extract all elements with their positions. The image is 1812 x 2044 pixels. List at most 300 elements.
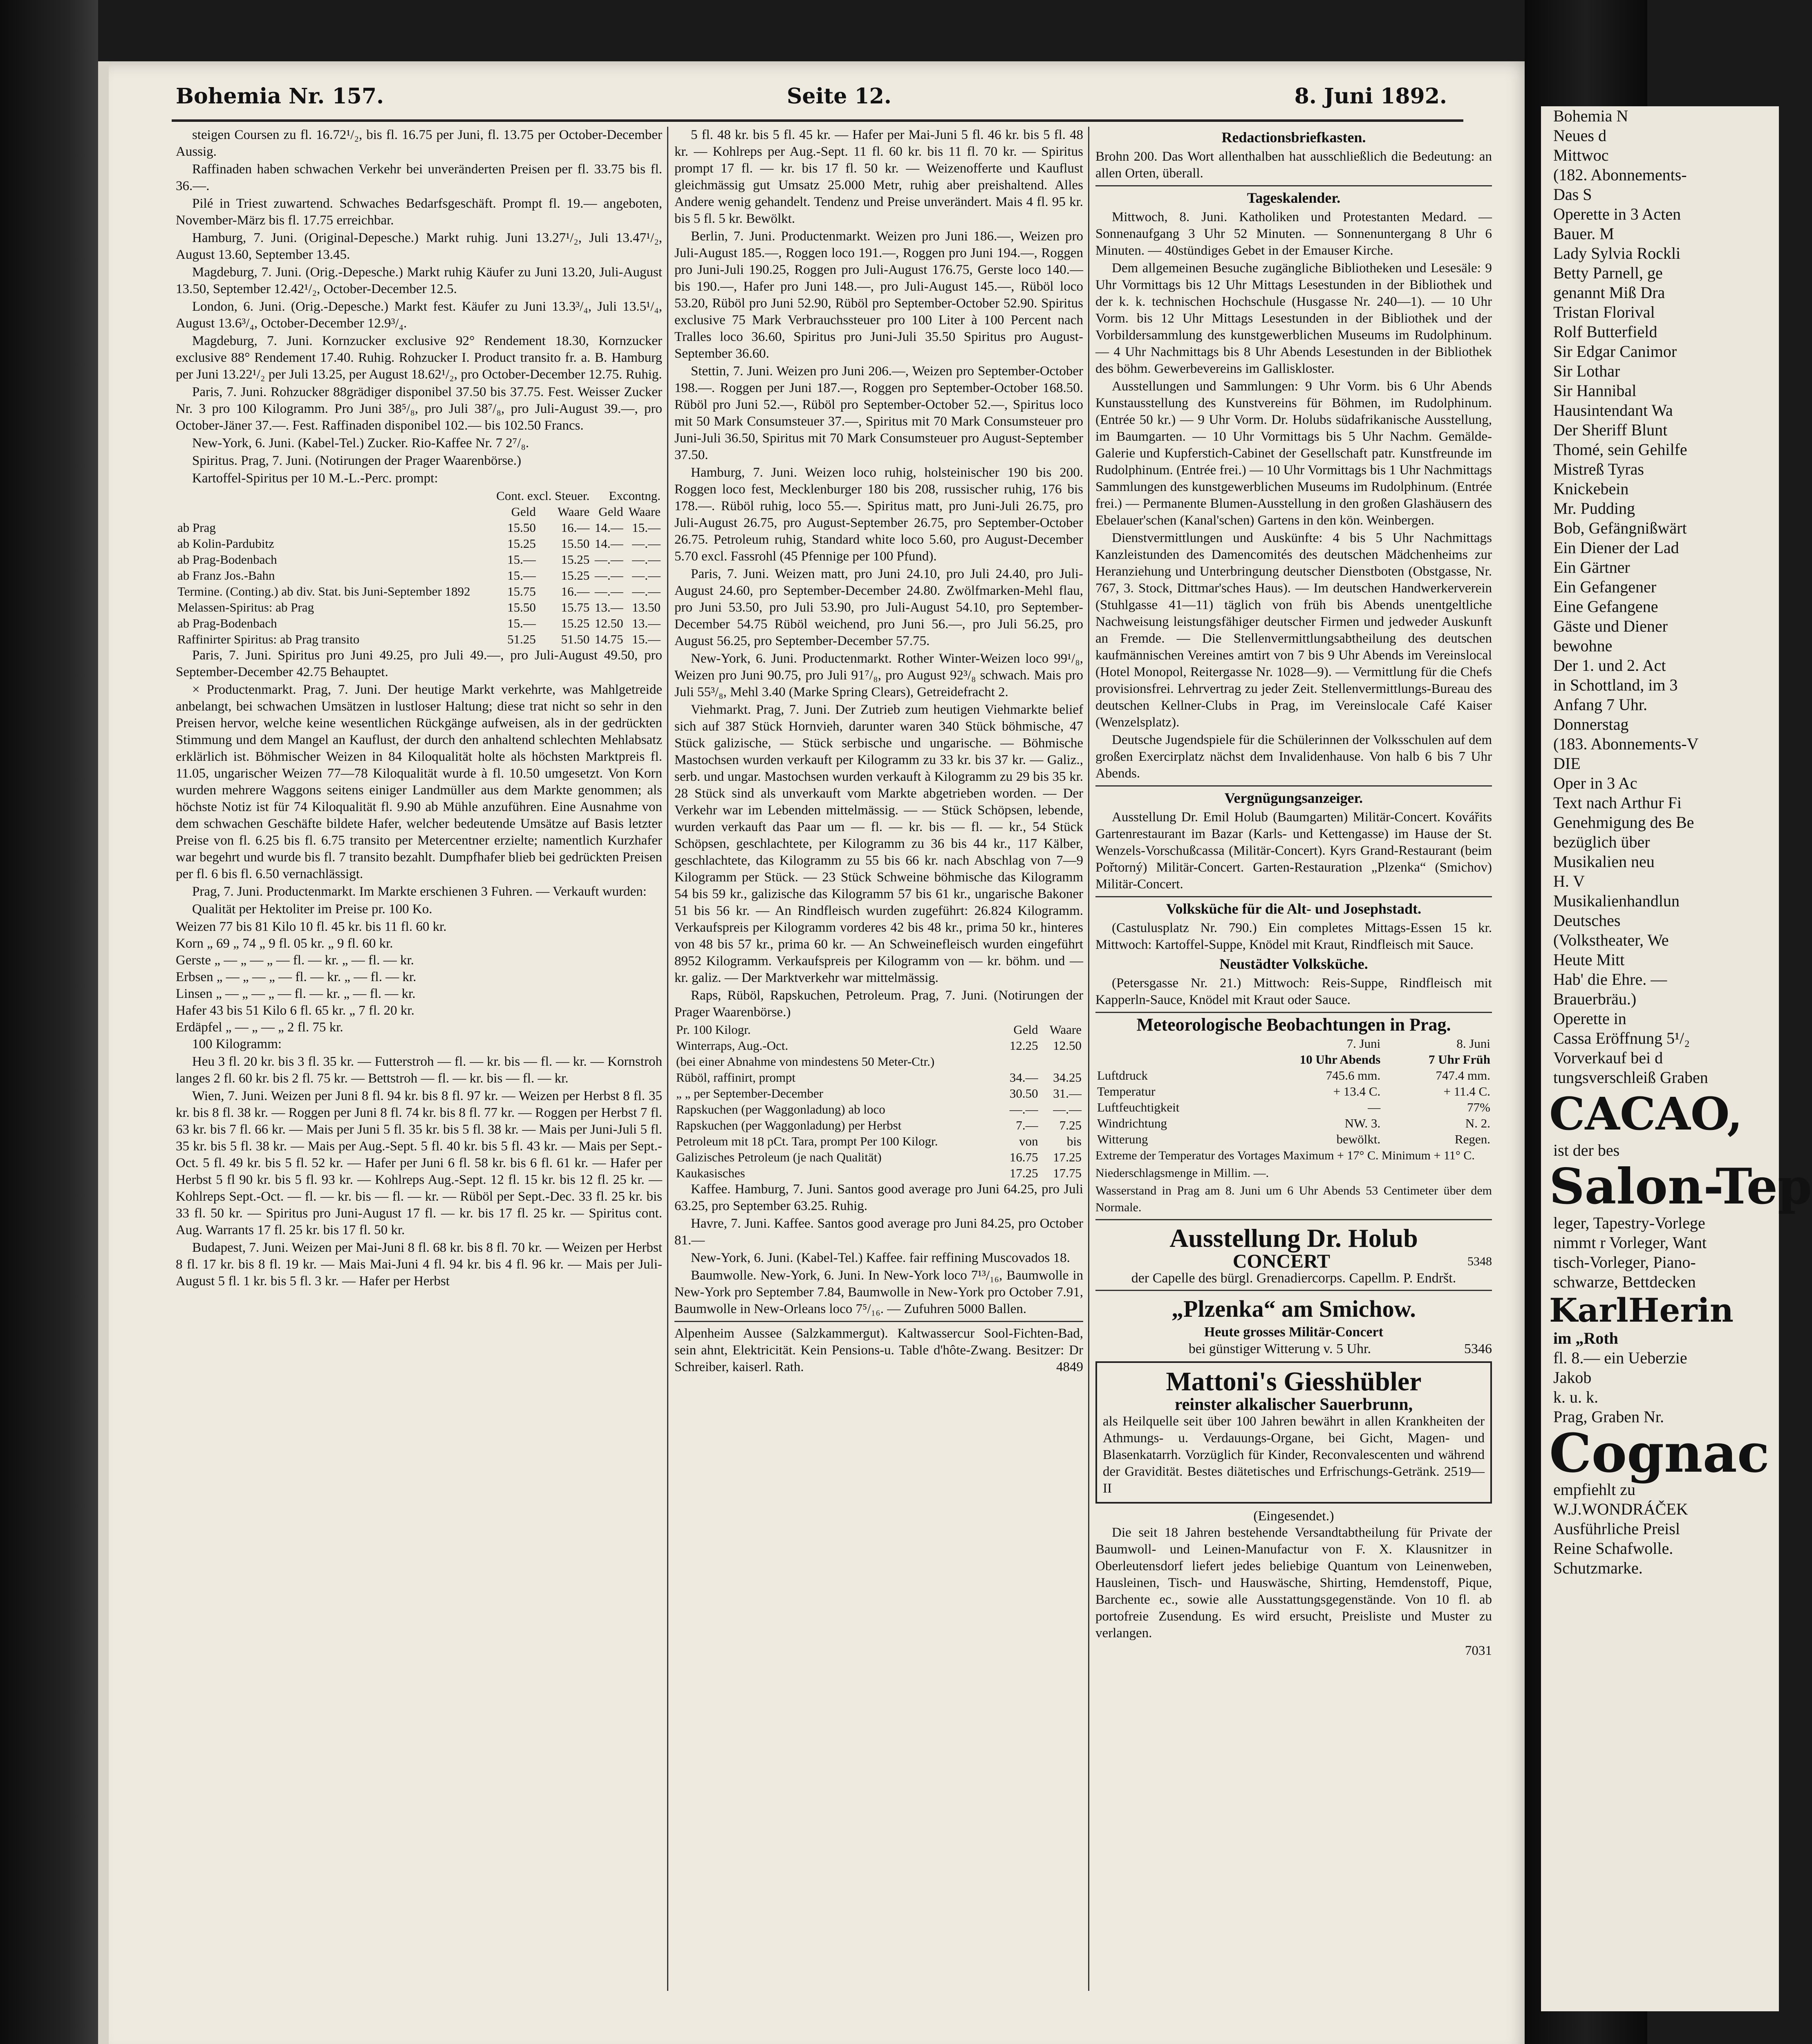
- mattoni-ad-title: Mattoni's Giesshübler: [1166, 1367, 1422, 1396]
- holub-ad-text: der Capelle des bürgl. Grenadiercorps. Capellm. P. Endršt.: [1131, 1271, 1456, 1286]
- karl-herin-ad-title: KarlHerin: [1549, 1291, 1734, 1329]
- spirit-row: [176, 567, 662, 583]
- raps-row: [674, 1053, 1083, 1069]
- met-date-2: 8. Juni: [1456, 1036, 1490, 1051]
- next-page-line: W.J.WONDRÁČEK: [1553, 1500, 1688, 1518]
- next-page-line: Tristan Florival: [1553, 303, 1655, 321]
- market-reports-sugar: [176, 127, 662, 487]
- spirit-subheader-cell: Geld: [511, 504, 536, 519]
- next-page-line: (Volkstheater, We: [1553, 931, 1669, 949]
- vergnuegung-text: Ausstellung Dr. Emil Holub (Baumgarten) Militär-Concert. Kovářits Gartenrestaurant im Bazar (Karls- und Kettengasse) im Hause der St. Wenzels-Vorschußcassa (Militär-Concert). Kyrs Grand-Restaurant (beim Pořtorný) Militär-Concert. Garten-Restauration „Plzenka“ (Smichov) Militär-Concert.: [1095, 810, 1492, 892]
- grain-row: Erbsen „ — „ — „ — fl. — kr. „ — fl. — kr.: [176, 970, 417, 984]
- divider: [1095, 1290, 1492, 1291]
- header-rule: [172, 119, 1463, 122]
- next-page-line: leger, Tapestry-Vorlege: [1553, 1214, 1705, 1232]
- cacao-ad-title: CACAO,: [1549, 1087, 1743, 1140]
- raps-row-cell: Galizisches Petroleum (je nach Qualität): [676, 1150, 882, 1164]
- raps-row-cell: 34.25: [1053, 1070, 1082, 1085]
- raps-row-cell: 7.25: [1059, 1118, 1082, 1132]
- grain-row: Weizen 77 bis 81 Kilo 10 fl. 45 kr. bis 11 fl. 60 kr.: [176, 919, 447, 934]
- next-page-line: Das S: [1553, 185, 1592, 204]
- divider: [1095, 1012, 1492, 1013]
- raps-row-cell: —.—: [1009, 1102, 1038, 1116]
- eingesendet-number: 7031: [1465, 1643, 1492, 1658]
- met-row-cell: Windrichtung: [1097, 1116, 1167, 1130]
- plzenka-ad-title: „Plzenka“ am Smichow.: [1171, 1295, 1416, 1322]
- raps-row-cell: Rapskuchen (per Waggonladung) ab loco: [676, 1102, 885, 1116]
- next-page-line: Deutsches: [1553, 911, 1621, 930]
- raps-row-cell: Rapskuchen (per Waggonladung) per Herbst: [676, 1118, 902, 1132]
- met-row-cell: + 13.4 C.: [1333, 1084, 1381, 1098]
- raps-row-cell: Rüböl, raffinirt, prompt: [676, 1070, 796, 1085]
- market-paragraph: Kaffee. Hamburg, 7. Juni. Santos good average pro Juni 64.25, pro Juli 63.25, pro September 63.25. Ruhig.: [674, 1182, 1083, 1213]
- spirit-row-cell: Raffinirter Spiritus: ab Prag transito: [177, 632, 360, 646]
- raps-row-cell: 17.25: [1009, 1166, 1038, 1180]
- market-paragraph: Spiritus. Prag, 7. Juni. (Notirungen der Prager Waarenbörse.): [192, 453, 522, 468]
- divider: [1095, 1219, 1492, 1220]
- spirit-row-cell: 15.—: [507, 568, 536, 583]
- spirit-row-cell: 16.—: [561, 584, 590, 598]
- next-page-line: Genehmigung des Be: [1553, 813, 1694, 831]
- market-paragraph: Paris, 7. Juni. Rohzucker 88grädiger disponibel 37.50 bis 37.75. Fest. Weisser Zucker Nr. 3 pro 100 Kilogramm. Pro Juni 38⁵/₈, pro Juli 38⁷/₈, pro Juli-August 39.—, pro October-Jäner 37.—. Fest. Raffinaden disponibel 102.— bis 102.50 Francs.: [176, 385, 662, 433]
- spirit-row-cell: —.—: [632, 584, 661, 598]
- divider: [1095, 785, 1492, 787]
- next-page-line: Mittwoc: [1553, 146, 1609, 164]
- spirit-row-cell: ab Kolin-Pardubitz: [177, 536, 274, 551]
- met-row-cell: NW. 3.: [1344, 1116, 1381, 1130]
- raps-row: [674, 1149, 1083, 1165]
- spirit-col-blank: [176, 488, 489, 504]
- market-paragraph: Budapest, 7. Juni. Weizen per Mai-Juni 8 fl. 68 kr. bis 8 fl. 70 kr. — Weizen per Herbst 8 fl. 17 kr. bis 8 fl. 19 kr. — Mais Mai-Juni 4 fl. 94 kr. bis 4 fl. 96 kr. — Mais per Juli-August 5 fl. 1 kr. bis 5 fl. 3 kr. — Hafer per Herbst: [176, 1240, 662, 1289]
- mattoni-ad: [1095, 1361, 1492, 1504]
- market-paragraph: steigen Coursen zu fl. 16.72¹/₂, bis fl. 16.75 per Juni, fl. 13.75 per October-December Aussig.: [176, 128, 662, 159]
- raps-row-cell: —.—: [1053, 1102, 1082, 1116]
- column-markets-2: [674, 127, 1083, 1991]
- met-row: [1095, 1131, 1492, 1147]
- met-row: [1095, 1115, 1492, 1131]
- met-corner: [1095, 1035, 1240, 1051]
- next-page-line: Der Sheriff Blunt: [1553, 421, 1668, 439]
- raps-row-cell: Petroleum mit 18 pCt. Tara, prompt Per 100 Kilogr.: [676, 1134, 938, 1148]
- spirit-row-cell: ab Prag: [177, 520, 216, 535]
- theatre-programme: [1541, 106, 1779, 1087]
- raps-row: [674, 1101, 1083, 1117]
- next-page-line: Thomé, sein Gehilfe: [1553, 440, 1687, 459]
- met-row-cell: Luftfeuchtigkeit: [1097, 1100, 1180, 1114]
- next-page-line: Betty Parnell, ge: [1553, 264, 1663, 282]
- plzenka-ad-number: 5346: [1464, 1341, 1492, 1356]
- next-page-line: Jakob: [1553, 1368, 1592, 1387]
- raps-row-cell: von: [1019, 1134, 1038, 1148]
- alpenheim-ad-number: 4849: [1056, 1360, 1083, 1374]
- next-page-line: Mistreß Tyras: [1553, 460, 1644, 478]
- redaktion-heading: Redactionsbriefkasten.: [1221, 129, 1366, 146]
- next-page-line: Bohemia N: [1553, 107, 1628, 125]
- salon-teppich-ad-title: Salon-Tep: [1549, 1158, 1812, 1215]
- next-page-line: Ein Gefangener: [1553, 578, 1657, 596]
- spirit-row-cell: 15.50: [507, 600, 536, 614]
- raps-row-cell: 7.—: [1016, 1118, 1038, 1132]
- next-page-line: nimmt r Vorleger, Want: [1553, 1233, 1707, 1252]
- raps-row-cell: 17.25: [1053, 1150, 1082, 1164]
- next-page-line: Ausführliche Preisl: [1553, 1520, 1680, 1538]
- spirit-row-cell: 15.—: [507, 616, 536, 630]
- market-paragraph: Stettin, 7. Juni. Weizen pro Juni 206.—, Weizen pro September-October 198.—. Roggen per Juni 187.—, Roggen pro September-October 168.50. Rüböl pro Juni 52.—, Rüböl pro September-October 52.—, Spiritus loco mit 50 Mark Consumsteuer 37.—, Spiritus mit 70 Mark Consumsteuer pro Juni-Juli 36.50, Spiritus mit 70 Mark Consumsteuer pro August-September 37.50.: [674, 364, 1083, 462]
- met-time-1: 10 Uhr Abends: [1299, 1052, 1381, 1067]
- next-page-line: (183. Abonnements-V: [1553, 735, 1699, 753]
- next-page-fragment: [1541, 106, 1812, 2011]
- next-page-line: (182. Abonnements-: [1553, 166, 1687, 184]
- spiritus-price-table: [176, 488, 662, 647]
- market-paragraph: Hamburg, 7. Juni. Weizen loco ruhig, holsteinischer 190 bis 200. Roggen loco fest, Mecklenburger 180 bis 208, russischer ruhig, 176 bis 178.—. Rüböl ruhig, loco 55.—. Spiritus matt, pro Juni-Juli 26.75, pro Juli-August 26.75, pro August-September 26.75, pro September-October 26.75. Petroleum ruhig, Standard white loco 5.60, pro August-December 5.70 excl. Fassrohl (45 Pfennige per 100 Pfund).: [674, 465, 1083, 564]
- raps-row: [674, 1038, 1083, 1053]
- market-paragraph: Hamburg, 7. Juni. (Original-Depesche.) Markt ruhig. Juni 13.27¹/₂, Juli 13.47¹/₂, August 13.60, September 13.45.: [176, 231, 662, 262]
- next-page-line: Donnerstag: [1553, 715, 1629, 733]
- met-row-cell: Witterung: [1097, 1132, 1148, 1146]
- column-divider-2: [1088, 127, 1089, 1991]
- spirit-row-cell: 15.75: [507, 584, 536, 598]
- next-page-line: Anfang 7 Uhr.: [1553, 695, 1647, 714]
- raps-row-cell: bis: [1066, 1134, 1082, 1148]
- spirit-row-cell: —.—: [632, 552, 661, 567]
- spirit-row-cell: 15.—: [632, 632, 661, 646]
- calendar-paragraph: Deutsche Jugendspiele für die Schülerinnen der Volksschulen auf dem großen Exercirplatz nächst dem Invalidenhause. Von halb 6 bis 7 Uhr Abends.: [1095, 733, 1492, 781]
- eingesendet-text: Die seit 18 Jahren bestehende Versandtabtheilung für Private der Baumwoll- und Leinen-Manufactur von F. X. Klausnitzer in Oberleutensdorf liefert jedes beliebige Quantum von Leinenweben, Hausleinen, Tisch- und Hauswäsche, Shirting, Hemdenstoff, Pique, Barchente ec., sowie alle Ausstattungsgegenstände. Von 10 fl. ab portofreie Zusendung. Es wird ersucht, Preisliste und Muster zu verlangen.: [1095, 1525, 1492, 1641]
- page-header: [176, 78, 1447, 114]
- next-page-line: Ein Gärtner: [1553, 558, 1630, 576]
- holub-ad-concert: CONCERT: [1232, 1251, 1330, 1272]
- raps-row-cell: „ „ per September-December: [676, 1086, 823, 1100]
- market-paragraph: New-York, 6. Juni. (Kabel-Tel.) Kaffee. fair reffining Muscovados 18.: [691, 1251, 1070, 1265]
- raps-row-cell: [1001, 1053, 1040, 1069]
- market-paragraph: Qualität per Hektoliter im Preise pr. 100 Ko.: [192, 902, 432, 917]
- spirit-row: [176, 551, 662, 567]
- next-page-line: Bob, Gefängnißwärt: [1553, 519, 1687, 537]
- market-paragraph: Paris, 7. Juni. Spiritus pro Juni 49.25, pro Juli 49.—, pro Juli-August 49.50, pro September-December 42.75 Behauptet.: [176, 648, 662, 679]
- spirit-row-cell: —.—: [594, 568, 623, 583]
- market-paragraph: Kartoffel-Spiritus per 10 M.-L.-Perc. prompt:: [192, 471, 438, 486]
- spirit-row: [176, 520, 662, 536]
- market-paragraph: 5 fl. 48 kr. bis 5 fl. 45 kr. — Hafer per Mai-Juni 5 fl. 46 kr. bis 5 fl. 48 kr. — Kohlreps per Aug.-Sept. 11 fl. 60 kr. bis 11 fl. 70 kr. — Spiritus prompt 17 fl. — kr. bis 17 fl. 50 kr. — Weizenofferte und Kauflust gleichmässig gut Umsatz 25.000 Metr, ruhig aber preishaltend. Alles Andere wenig gehandelt. Tendenz und Preise unverändert. Mais 4 fl. 95 kr. bis 5 fl. 5 kr. Bewölkt.: [674, 128, 1083, 226]
- raps-row-cell: Kaukasisches: [676, 1166, 745, 1180]
- tageskalender-text: [1095, 209, 1492, 782]
- market-paragraph: Magdeburg, 7. Juni. (Orig.-Depesche.) Markt ruhig Käufer zu Juni 13.20, Juli-August 13.50, September 12.42¹/₂, October-December 12.5.: [176, 265, 662, 296]
- meteorology-heading: Meteorologische Beobachtungen in Prag.: [1136, 1015, 1451, 1035]
- market-paragraph: Havre, 7. Juni. Kaffee. Santos good average pro Juni 84.25, pro October 81.—: [674, 1216, 1083, 1248]
- next-page-line: Hausintendant Wa: [1553, 401, 1673, 419]
- raps-row-cell: [1040, 1053, 1083, 1069]
- spirit-row: [176, 615, 662, 631]
- karl-herin-ad-line: im „Roth: [1553, 1329, 1618, 1347]
- spirit-row-cell: —.—: [632, 568, 661, 583]
- met-row: [1095, 1083, 1492, 1099]
- spirit-row-cell: 13.—: [632, 616, 661, 630]
- spirit-row: [176, 599, 662, 615]
- volkskueche-alt-heading: Volksküche für die Alt- und Josephstadt.: [1166, 901, 1422, 917]
- met-row: [1095, 1067, 1492, 1083]
- spirit-row: [176, 631, 662, 647]
- header-paper-title: Bohemia Nr. 157.: [176, 83, 384, 109]
- plzenka-ad-line: [1095, 1340, 1492, 1357]
- holub-ad-title: Ausstellung Dr. Holub: [1169, 1224, 1418, 1253]
- grain-price-list: [176, 919, 662, 1036]
- market-paragraph: Baumwolle. New-York, 6. Juni. In New-York loco 7¹³/₁₆, Baumwolle in New-York pro September 7.84, Baumwolle in New-York pro October 7.91, Baumwolle in New-Orleans loco 7⁵/₁₆. — Zufuhren 5000 Ballen.: [674, 1268, 1083, 1316]
- cacao-ad-line: ist der bes: [1553, 1141, 1620, 1159]
- next-page-line: Sir Edgar Canimor: [1553, 342, 1677, 361]
- raps-row: [674, 1069, 1083, 1085]
- spirit-row-cell: Melassen-Spiritus: ab Prag: [177, 600, 314, 614]
- raps-row-cell: 12.50: [1053, 1038, 1082, 1053]
- meteorology-table: [1095, 1035, 1492, 1147]
- market-paragraph: Pilé in Triest zuwartend. Schwaches Bedarfsgeschäft. Prompt fl. 19.— angeboten, November-März bis fl. 17.75 erreichbar.: [176, 196, 662, 228]
- market-paragraph: Paris, 7. Juni. Weizen matt, pro Juni 24.10, pro Juli 24.40, pro Juli-August 24.60, pro September-December 24.80. Zwölfmarken-Mehl flau, pro Juni 53.50, pro Juli 53.90, pro Juli-August 54.10, pro September-December 54.75 Rüböl weichend, pro Juni 56.—, pro Juli 56.25, pro August 56.25, pro September-December 57.75.: [674, 567, 1083, 648]
- raps-row-cell: Winterraps, Aug.-Oct.: [676, 1038, 788, 1053]
- spirit-row-cell: 14.—: [594, 536, 623, 551]
- spirit-row-cell: 15.25: [561, 616, 590, 630]
- spirit-subheader-cell: [176, 504, 489, 520]
- vergnuegung-heading: Vergnügungsanzeiger.: [1224, 790, 1363, 806]
- next-page-line: Sir Lothar: [1553, 362, 1620, 380]
- next-page-line: Operette in: [1553, 1009, 1626, 1028]
- spirit-subheader-cell: Geld: [598, 504, 623, 519]
- mattoni-ad-subtitle: reinster alkalischer Sauerbrunn,: [1174, 1395, 1413, 1414]
- header-page-number: Seite 12.: [786, 83, 891, 109]
- raps-price-table: [674, 1022, 1083, 1181]
- market-paragraph: London, 6. Juni. (Orig.-Depesche.) Markt fest. Käufer zu Juni 13.3³/₄, Juli 13.5¹/₄, August 13.6³/₄, October-December 12.9³/₄.: [176, 299, 662, 331]
- divider: [1095, 185, 1492, 186]
- market-paragraph: 100 Kilogramm:: [192, 1037, 282, 1051]
- next-page-line: H. V: [1553, 872, 1585, 890]
- next-page-line: Operette in 3 Acten: [1553, 205, 1681, 223]
- next-page-line: Reine Schafwolle.: [1553, 1539, 1673, 1558]
- next-page-line: Text nach Arthur Fi: [1553, 793, 1682, 812]
- met-row-cell: 745.6 mm.: [1326, 1068, 1381, 1083]
- alpenheim-ad-text: Alpenheim Aussee (Salzkammergut). Kaltwassercur Sool-Fichten-Bad, sein ahnt, Elektricität. Kein Pensions-u. Table d'hôte-Zwang. Besitzer: Dr Schreiber, kaiserl. Rath.: [674, 1326, 1083, 1374]
- spirit-subheader-cell: Waare: [557, 504, 590, 519]
- raps-row-cell: 16.75: [1009, 1150, 1038, 1164]
- grain-row: Hafer 43 bis 51 Kilo 6 fl. 65 kr. „ 7 fl. 20 kr.: [176, 1003, 414, 1018]
- divider: [674, 1321, 1083, 1322]
- spirit-row-cell: 13.—: [594, 600, 623, 614]
- next-page-line: k. u. k.: [1553, 1388, 1598, 1406]
- holub-concert-ad: [1095, 1224, 1492, 1286]
- market-paragraph: × Productenmarkt. Prag, 7. Juni. Der heutige Markt verkehrte, was Mahlgetreide anbelangt, bei schwachen Umsätzen in lustloser Haltung; diese trat nicht so sehr in den Preisen hervor, welche keine wesentlichen Rückgänge aufweisen, als in der gedrückten Stimmung und dem Mangel an Kauflust, der durch den anhaltend schlechten Mehlabsatz erklärlich ist. Böhmischer Weizen in 84 Kiloqualität holte als höchsten Marktpreis fl. 11.05, ungarischer Weizen 77—78 Kiloqualität wurde à fl. 10.50 umgesetzt. Von Korn wurden mehrere Waggons seitens einiger Landmüller aus dem Markte genommen; als höchste Notiz ist für 74 Kiloqualität fl. 9.90 ab Mühle anzuführen. Eine Ausnahme von dem schwachen Geschäfte bildete Hafer, welcher bedeutende Umsätze auf Basis letzter Preise von fl. 6.25 bis fl. 6.75 transito per Metercentner erzielte; namentlich Kurzhafer war begehrt und wurde bis fl. 7 transito bezahlt. Dumpfhafer blieb bei gedrückten Preisen per fl. 6 bis fl. 6.50 vernachlässigt.: [176, 682, 662, 881]
- market-reports-international: [674, 127, 1083, 1021]
- plzenka-ad: [1095, 1294, 1492, 1357]
- next-page-line: Oper in 3 Ac: [1553, 774, 1637, 792]
- market-reports-grain: [176, 647, 662, 918]
- met-date-1: 7. Juni: [1346, 1036, 1381, 1051]
- mattoni-ad-text: als Heilquelle seit über 100 Jahren bewährt in allen Krankheiten der Athmungs- u. Verdauungs-Organe, bei Gicht, Magen- und Blasenkatarrh. Vorzüglich für Kinder, Reconvalescenten und während der Gravidität. Bestes diätetisches und Erfrischungs-Getränk. 2519—II: [1103, 1414, 1485, 1496]
- market-paragraph: Magdeburg, 7. Juni. Kornzucker exclusive 92° Rendement 18.30, Kornzucker exclusive 88° Rendement 17.40. Ruhig. Rohzucker I. Product transito fr. a. B. Hamburg per Juni 13.22¹/₂ per Juli 13.25, per August 18.62¹/₂, pro October-December 12.75. Ruhig.: [176, 334, 662, 382]
- next-page-line: Cassa Eröffnung 5¹/₂: [1553, 1029, 1690, 1047]
- calendar-paragraph: Mittwoch, 8. Juni. Katholiken und Protestanten Medard. — Sonnenaufgang 3 Uhr 52 Minuten. — Sonnenuntergang 8 Uhr 6 Minuten. — 40stündiges Gebet in der Emauser Kirche.: [1095, 210, 1492, 258]
- next-page-line: Vorverkauf bei d: [1553, 1049, 1663, 1067]
- spirit-row-cell: 12.50: [594, 616, 623, 630]
- next-page-line: in Schottland, im 3: [1553, 676, 1678, 694]
- spirit-row-cell: ab Prag-Bodenbach: [177, 552, 277, 567]
- met-row-cell: Luftdruck: [1097, 1068, 1148, 1083]
- market-paragraph: Viehmarkt. Prag, 7. Juni. Der Zutrieb zum heutigen Viehmarkte belief sich auf 387 Stück Hornvieh, darunter waren 340 Stück böhmische, 47 Stück galizische, — Stück serbische und ungarische. — Böhmische Mastochsen wurden verkauft per Kilogramm zu 33 kr. bis 37 kr. — Galiz., serb. und ungar. Mastochsen wurden verkauft à Kilogramm zu 29 bis 35 kr. 28 Stück sind als unverkauft vom Markte abgetrieben worden. — Der Verkehr war im Lebenden mittelmässig. — — Stück Schöpsen, lebende, wurden verkauft das Paar um — fl. — kr. bis — fl. — kr., 54 Stück Schöpsen, geschlachtete, per Kilogramm zu 36 bis 44 kr., 117 Kälber, geschlachtete, das Kilogramm zu 55 bis 66 kr. nach Abschlag von 7—9 Kilogramm per Stück. — 23 Stück Schweine böhmische das Kilogramm 54 bis 59 kr., galizische das Kilogramm 57 bis 61 kr., ungarische Bakoner 51 bis 56 kr. — An Rindfleisch wurden zugeführt: 26.824 Kilogramm. Verkaufspreis per Kilogramm vorderes 42 bis 48 kr., prima 50 kr., hinteres von 48 bis 57 kr., prima 60 kr. — An Schweinefleisch wurden eingeführt 8952 Kilogramm. Verkaufspreis per Kilogramm von — kr. böhm. und — kr. galiz. — Der Marktverkehr war mittelmässig.: [674, 702, 1083, 985]
- raps-row: [674, 1165, 1083, 1181]
- jakob-ad-text: [1541, 1348, 1779, 1427]
- spirit-row-cell: 51.25: [507, 632, 536, 646]
- scan-margin-left: [0, 0, 98, 2044]
- market-paragraph: New-York, 6. Juni. (Kabel-Tel.) Zucker. Rio-Kaffee Nr. 7 2⁷/₈.: [192, 436, 529, 450]
- raps-row-cell: 30.50: [1009, 1086, 1038, 1100]
- salon-teppich-ad-text: [1541, 1213, 1779, 1292]
- next-page-line: Brauerbräu.): [1553, 990, 1637, 1008]
- spirit-row-cell: 15.75: [561, 600, 590, 614]
- next-page-line: tisch-Vorleger, Piano-: [1553, 1253, 1696, 1271]
- spirit-col-excont: Excontng.: [609, 489, 661, 503]
- market-paragraph: Wien, 7. Juni. Weizen per Juni 8 fl. 94 kr. bis 8 fl. 97 kr. — Weizen per Herbst 8 fl. 35 kr. bis 8 fl. 38 kr. — Roggen per Juni 8 fl. 74 kr. bis 8 fl. 77 kr. — Roggen per Herbst 7 fl. 63 kr. bis 7 fl. 66 kr. — Mais per Juni 5 fl. 35 kr. bis 5 fl. 38 kr. — Mais per Juni-Juli 5 fl. 35 kr. bis 5 fl. 38 kr. — Mais per Aug.-Sept. 5 fl. 40 kr. bis 5 fl. 43 kr. — Mais per Sept.-Oct. 5 fl. 49 kr. bis 5 fl. 52 kr. — Hafer per Juni 6 fl. 58 kr. bis 6 fl. 61 kr. — Hafer per Herbst 5 fl 90 kr. bis 5 fl. 93 kr. — Kohlreps Aug.-Sept. 12 fl. 15 kr. bis 12 fl. 25 kr. — Kohlreps Sept.-Oct. — fl. — kr. bis — fl. — kr. — Rüböl per Sept.-Dec. 33 fl. 25 kr. bis 33 fl. 50 kr. — Spiritus pro Juni-August 17 fl. — kr. bis 17 fl. 25 kr. — Spiritus cont. Aug. Warrants 17 fl. 25 kr. bis 17 fl. 50 kr.: [176, 1089, 662, 1237]
- next-page-line: Rolf Butterfield: [1553, 323, 1657, 341]
- redaktion-text: Brohn 200. Das Wort allenthalben hat ausschließlich die Bedeutung: an allen Orten, überall.: [1095, 149, 1492, 181]
- raps-col-waare: Waare: [1049, 1022, 1082, 1037]
- plzenka-ad-subtitle: Heute grosses Militär-Concert: [1204, 1325, 1384, 1340]
- next-page-line: Musikalienhandlun: [1553, 892, 1680, 910]
- met-time-2: 7 Uhr Früh: [1428, 1052, 1490, 1067]
- spirit-subheader-cell: Waare: [628, 504, 661, 519]
- spirit-row-cell: 15.—: [632, 520, 661, 535]
- grain-row: Erdäpfel „ — „ — „ 2 fl. 75 kr.: [176, 1020, 343, 1035]
- met-row-cell: —: [1368, 1100, 1381, 1114]
- raps-col-geld: Geld: [1013, 1022, 1038, 1037]
- next-page-line: Prag, Graben Nr.: [1553, 1407, 1664, 1426]
- next-page-line: schwarze, Bettdecken: [1553, 1273, 1696, 1291]
- spirit-row-cell: —.—: [594, 552, 623, 567]
- raps-row: [674, 1117, 1083, 1133]
- market-paragraph: Raffinaden haben schwachen Verkehr bei unveränderten Preisen per fl. 33.75 bis fl. 36.—.: [176, 162, 662, 193]
- grain-row: Korn „ 69 „ 74 „ 9 fl. 05 kr. „ 9 fl. 60 kr.: [176, 936, 393, 951]
- holub-ad-number: 5348: [1467, 1255, 1492, 1268]
- spirit-row-cell: —.—: [632, 536, 661, 551]
- volkskueche-neu-text: (Petersgasse Nr. 21.) Mittwoch: Reis-Suppe, Rindfleisch mit Kapperln-Sauce, Knödel mit Kraut oder Sauce.: [1095, 976, 1492, 1007]
- grain-row: Linsen „ — „ — „ — fl. — kr. „ — fl. — kr.: [176, 986, 416, 1001]
- met-rain: Niederschlagsmenge in Millim. —.: [1095, 1166, 1269, 1180]
- raps-row-cell: 34.—: [1009, 1070, 1038, 1085]
- spirit-row-cell: ab Franz Jos.-Bahn: [177, 568, 275, 583]
- met-row-cell: 77%: [1467, 1100, 1490, 1114]
- grain-row: Gerste „ — „ — „ — fl. — kr. „ — fl. — kr.: [176, 953, 414, 968]
- spirit-row-cell: 14.75: [594, 632, 623, 646]
- next-page-line: Knickebein: [1553, 480, 1629, 498]
- raps-row: [674, 1085, 1083, 1101]
- next-page-line: genannt Miß Dra: [1553, 283, 1665, 302]
- spirit-row-cell: 14.—: [594, 520, 623, 535]
- next-page-line: bezüglich über: [1553, 833, 1650, 851]
- calendar-paragraph: Dem allgemeinen Besuche zugängliche Bibliotheken und Lesesäle: 9 Uhr Vormittags bis 12 Uhr Mittags Lesestunden in der Bibliothek und der k. k. technischen Hochschule (Husgasse Nr. 240—1). — 10 Uhr Vorm. bis 12 Uhr Mittags Lesestunden in der Bibliothek und der Vorbildersammlung des kunstgewerblichen Museums im Rudolphinum. — 4 Uhr Nachmittags bis 8 Uhr Abends Lesestunden in der Bibliothek des böhm. Gewerbevereins im Galliskloster.: [1095, 261, 1492, 376]
- market-paragraph: Prag, 7. Juni. Productenmarkt. Im Markte erschienen 3 Fuhren. — Verkauft wurden:: [192, 884, 647, 899]
- raps-row-cell: 12.25: [1009, 1038, 1038, 1053]
- next-page-line: Ein Diener der Lad: [1553, 538, 1679, 557]
- spirit-row-cell: 15.50: [561, 536, 590, 551]
- next-page-line: Heute Mitt: [1553, 950, 1625, 969]
- market-paragraph: New-York, 6. Juni. Productenmarkt. Rother Winter-Weizen loco 99¹/₈, Weizen pro Juni 90.75, pro Juli 91⁷/₈, pro August 92³/₈ schwach. Mais pro Juli 55³/₈, Mehl 3.40 (Marke Spring Clears), Getreidefracht 2.: [674, 651, 1083, 699]
- next-page-line: bewohne: [1553, 637, 1613, 655]
- met-row-cell: bewölkt.: [1336, 1132, 1381, 1146]
- spirit-row-cell: 51.50: [561, 632, 590, 646]
- divider: [1095, 896, 1492, 897]
- spirit-row-cell: 15.50: [507, 520, 536, 535]
- spirit-row-cell: —.—: [594, 584, 623, 598]
- met-corner-2: [1095, 1051, 1240, 1067]
- spirit-row-cell: 15.25: [507, 536, 536, 551]
- met-row-cell: Regen.: [1455, 1132, 1490, 1146]
- spirit-row-cell: 15.25: [561, 568, 590, 583]
- eingesendet-heading: (Eingesendet.): [1253, 1508, 1334, 1524]
- calendar-paragraph: Ausstellungen und Sammlungen: 9 Uhr Vorm. bis 6 Uhr Abends Kunstausstellung des Kunstvereins für Böhmen, im Rudolphinum. (Entrée 50 kr.) — 9 Uhr Vorm. Dr. Holubs südafrikanische Ausstellung, im Baumgarten. — 10 Uhr Vormittags bis 5 Uhr Nachm. Gemälde-Galerie und Kupferstich-Cabinet der Gesellschaft patr. Kunstfreunde im Rudolphinum. (Entrée frei.) — 10 Uhr Vormittags bis 1 Uhr Nachmittags Sammlungen des kunstgewerblichen Museums im Rudolphinum. (Entrée frei.) — Permanente Blumen-Ausstellung in den großen Glashäusern des Ebelauer'schen (Kanal'schen) Gartens in den kön. Weinbergen.: [1095, 379, 1492, 528]
- market-paragraph: Heu 3 fl. 20 kr. bis 3 fl. 35 kr. — Futterstroh — fl. — kr. bis — fl. — kr. — Kornstroh langes 2 fl. 60 kr. bis 2 fl. 75 kr. — Bettstroh — fl. — kr. bis — fl. — kr.: [176, 1054, 662, 1086]
- spirit-row-cell: Termine. (Conting.) ab div. Stat. bis Juni-September 1892: [177, 584, 470, 598]
- calendar-paragraph: Dienstvermittlungen und Auskünfte: 4 bis 5 Uhr Nachmittags Kanzleistunden des Damencomités des deutschen Mädchenheims zur Heranziehung und Unterbringung deutscher Dienstboten (Obstgasse, Nr. 767, 3. Stock, Dittmar'sches Haus). — Im deutschen Handwerkerverein (Stuhlgasse 41—11) täglich von früh bis Abends unentgeltliche Nachweisung leistungsfähiger deutscher Firmen und jedweder Auskunft an Fremde. — Die Stellenvermittlungsabtheilung des deutschen kaufmännischen Vereines amtirt von 7 bis 9 Uhr Abends im Vereinslocal (Hotel Monopol, Reitergasse Nr. 1028—9). — Vermittlung für die Chefs provisionsfrei. Lehrvertrag zu jeder Zeit. Stellenvermittlungs-Bureau des deutschen Kellner-Clubs in Prag, im Vereinslocale Café Kaiser (Wenzelsplatz).: [1095, 531, 1492, 730]
- next-page-line: Mr. Pudding: [1553, 499, 1635, 518]
- met-row: [1095, 1099, 1492, 1115]
- next-page-line: Neues d: [1553, 126, 1606, 145]
- next-page-line: fl. 8.— ein Ueberzie: [1553, 1349, 1687, 1367]
- met-water-level: Wasserstand in Prag am 8. Juni um 6 Uhr Abends 53 Centimeter über dem Normale.: [1095, 1184, 1492, 1214]
- met-row-cell: Temperatur: [1097, 1084, 1156, 1098]
- plzenka-ad-text: bei günstiger Witterung v. 5 Uhr.: [1188, 1341, 1371, 1356]
- wondracek-ad-text: [1541, 1480, 1779, 1578]
- next-page-line: Hab' die Ehre. —: [1553, 970, 1667, 988]
- raps-row: [674, 1133, 1083, 1149]
- holub-ad-subtitle: [1095, 1253, 1492, 1270]
- market-paragraph: Raps, Rüböl, Rapskuchen, Petroleum. Prag, 7. Juni. (Notirungen der Prager Waarenbörse.): [674, 988, 1083, 1020]
- raps-col-unit: Pr. 100 Kilogr.: [676, 1022, 751, 1037]
- spirit-row: [176, 583, 662, 599]
- spirit-row-cell: 15.—: [507, 552, 536, 567]
- tageskalender-heading: Tageskalender.: [1247, 190, 1341, 206]
- column-notices: [1095, 127, 1492, 1991]
- met-row-cell: N. 2.: [1465, 1116, 1490, 1130]
- volkskueche-alt-text: (Castulusplatz Nr. 790.) Ein completes Mittags-Essen 15 kr. Mittwoch: Kartoffel-Suppe, Knödel mit Kraut, Rindfleisch mit Sauce.: [1095, 921, 1492, 952]
- next-page-line: DIE: [1553, 754, 1581, 773]
- next-page-line: Bauer. M: [1553, 224, 1614, 243]
- spirit-row-cell: 15.25: [561, 552, 590, 567]
- next-page-line: Der 1. und 2. Act: [1553, 656, 1666, 675]
- met-extreme: Extreme der Temperatur des Vortages Maximum + 17° C. Minimum + 11° C.: [1095, 1149, 1475, 1162]
- market-paragraph: Berlin, 7. Juni. Productenmarkt. Weizen pro Juni 186.—, Weizen pro Juli-August 185.—, Roggen loco 191.—, Roggen pro Juni 194.—, Roggen pro Juni-Juli 190.25, Roggen pro Juli-August 176.75, Gerste loco 140.— bis 190.—, Hafer pro Juni 148.—, pro Juli-August 145.—, Rüböl loco 53.20, Rüböl pro Juni 52.90, Rüböl pro September-October 52.90. Spiritus exclusive 75 Mark Verbrauchssteuer pro 100 Liter à 100 Percent nach Tralles loco 36.60, Spiritus pro Juni-Juli 35.50 Spiritus pro August-September 36.60.: [674, 229, 1083, 361]
- column-divider-1: [667, 127, 668, 1991]
- spirit-row-cell: ab Prag-Bodenbach: [177, 616, 277, 630]
- next-page-line: Gäste und Diener: [1553, 617, 1668, 635]
- column-markets-1: [176, 127, 662, 1991]
- next-page-line: Musikalien neu: [1553, 852, 1655, 871]
- next-page-line: Eine Gefangene: [1553, 597, 1658, 616]
- next-page-line: Lady Sylvia Rockli: [1553, 244, 1681, 262]
- met-row-cell: + 11.4 C.: [1443, 1084, 1490, 1098]
- spirit-row-cell: 16.—: [561, 520, 590, 535]
- alpenheim-ad: [674, 1325, 1083, 1376]
- raps-row-cell: 31.—: [1053, 1086, 1082, 1100]
- header-date: 8. Juni 1892.: [1294, 83, 1447, 109]
- spirit-row: [176, 536, 662, 551]
- raps-row-cell: (bei einer Abnahme von mindestens 50 Meter-Ctr.): [676, 1054, 935, 1069]
- raps-row-cell: 17.75: [1053, 1166, 1082, 1180]
- next-page-line: Sir Hannibal: [1553, 381, 1637, 400]
- met-row-cell: 747.4 mm.: [1436, 1068, 1490, 1083]
- volkskueche-neu-heading: Neustädter Volksküche.: [1219, 956, 1368, 972]
- next-page-line: empfiehlt zu: [1553, 1480, 1636, 1499]
- next-page-line: Schutzmarke.: [1553, 1559, 1643, 1577]
- next-page-line: tungsverschleiß Graben: [1553, 1068, 1708, 1087]
- market-reports-vienna: [176, 1036, 662, 1290]
- spirit-row-cell: 13.50: [632, 600, 661, 614]
- cognac-ad-title: Cognac: [1549, 1422, 1769, 1484]
- spirit-col-cont: Cont. excl. Steuer.: [496, 489, 590, 503]
